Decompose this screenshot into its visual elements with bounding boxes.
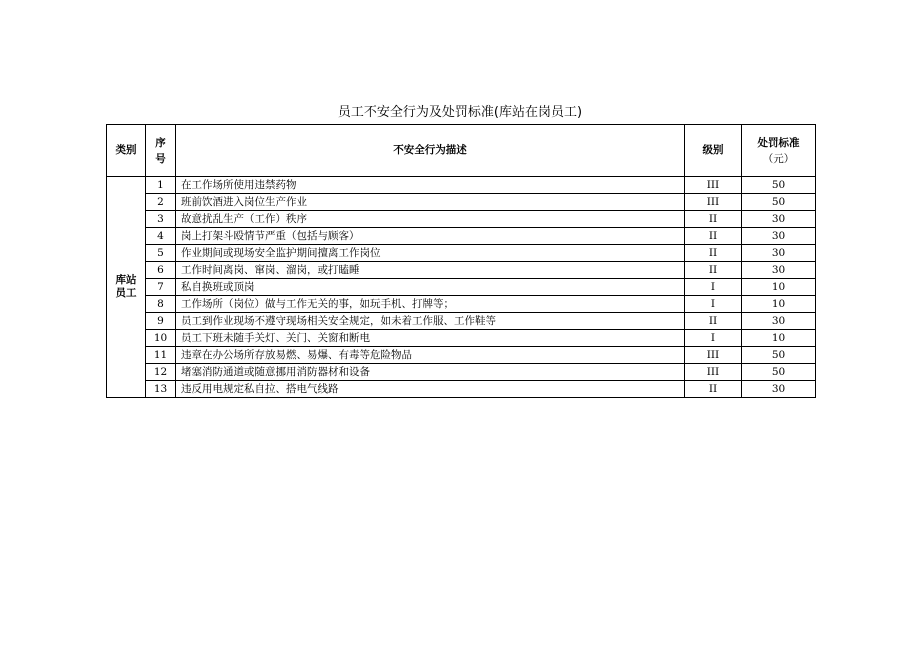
row-description: 私自换班或顶岗 [176,279,685,296]
row-number: 5 [146,245,176,262]
table-row [107,279,816,296]
row-level: II [685,228,742,245]
row-level: III [685,194,742,211]
header-penalty [742,125,816,177]
table-row [107,364,816,381]
row-number: 13 [146,381,176,398]
row-number: 11 [146,347,176,364]
row-description: 工作时间离岗、窜岗、溜岗，或打瞌睡 [176,262,685,279]
row-penalty: 10 [742,330,816,347]
row-level: I [685,279,742,296]
row-description: 员工到作业现场不遵守现场相关安全规定，如未着工作服、工作鞋等 [176,313,685,330]
row-level: III [685,364,742,381]
table-row [107,228,816,245]
row-number: 8 [146,296,176,313]
row-penalty: 50 [742,177,816,194]
row-penalty: 10 [742,279,816,296]
row-penalty: 30 [742,262,816,279]
header-seq-line1: 序 [155,136,166,149]
row-level: II [685,313,742,330]
row-number: 2 [146,194,176,211]
row-number: 6 [146,262,176,279]
row-level: II [685,245,742,262]
table-row [107,330,816,347]
row-description: 员工下班未随手关灯、关门、关窗和断电 [176,330,685,347]
row-number: 10 [146,330,176,347]
row-number: 7 [146,279,176,296]
row-description: 班前饮酒进入岗位生产作业 [176,194,685,211]
row-description: 作业期间或现场安全监护期间擅离工作岗位 [176,245,685,262]
row-level: I [685,330,742,347]
row-penalty: 10 [742,296,816,313]
row-penalty: 30 [742,313,816,330]
table-row [107,296,816,313]
row-penalty: 30 [742,245,816,262]
row-penalty: 50 [742,364,816,381]
row-description: 违章在办公场所存放易燃、易爆、有毒等危险物品 [176,347,685,364]
row-number: 3 [146,211,176,228]
row-level: III [685,177,742,194]
table-row [107,381,816,398]
table-row [107,347,816,364]
document-title: 员工不安全行为及处罚标准(库站在岗员工) [337,105,583,120]
row-penalty: 50 [742,347,816,364]
header-penalty-line1: 处罚标准 [757,136,800,149]
header-level: 级别 [685,125,742,177]
row-description: 工作场所（岗位）做与工作无关的事，如玩手机、打牌等； [176,296,685,313]
row-number: 1 [146,177,176,194]
row-level: II [685,262,742,279]
header-description: 不安全行为描述 [176,125,685,177]
row-number: 9 [146,313,176,330]
penalty-table [106,124,816,398]
row-penalty: 30 [742,211,816,228]
row-penalty: 50 [742,194,816,211]
row-penalty: 30 [742,381,816,398]
header-category: 类别 [107,125,146,177]
row-number: 12 [146,364,176,381]
category-line1: 库站 [115,274,137,286]
category-cell [107,177,146,398]
table-row [107,245,816,262]
table-header-row [107,125,816,177]
row-description: 故意扰乱生产（工作）秩序 [176,211,685,228]
table-row [107,211,816,228]
table-row [107,177,816,194]
row-level: II [685,211,742,228]
header-seq [146,125,176,177]
row-description: 在工作场所使用违禁药物 [176,177,685,194]
table-body [107,177,816,398]
row-penalty: 30 [742,228,816,245]
category-line2: 员工 [115,287,137,299]
header-seq-line2: 号 [155,152,166,165]
table-row [107,313,816,330]
row-level: III [685,347,742,364]
row-description: 岗上打架斗殴情节严重（包括与顾客） [176,228,685,245]
table-row [107,194,816,211]
row-number: 4 [146,228,176,245]
row-level: I [685,296,742,313]
table-row [107,262,816,279]
row-level: II [685,381,742,398]
header-penalty-line2: （元） [762,152,795,165]
row-description: 违反用电规定私自拉、搭电气线路 [176,381,685,398]
row-description: 堵塞消防通道或随意挪用消防器材和设备 [176,364,685,381]
